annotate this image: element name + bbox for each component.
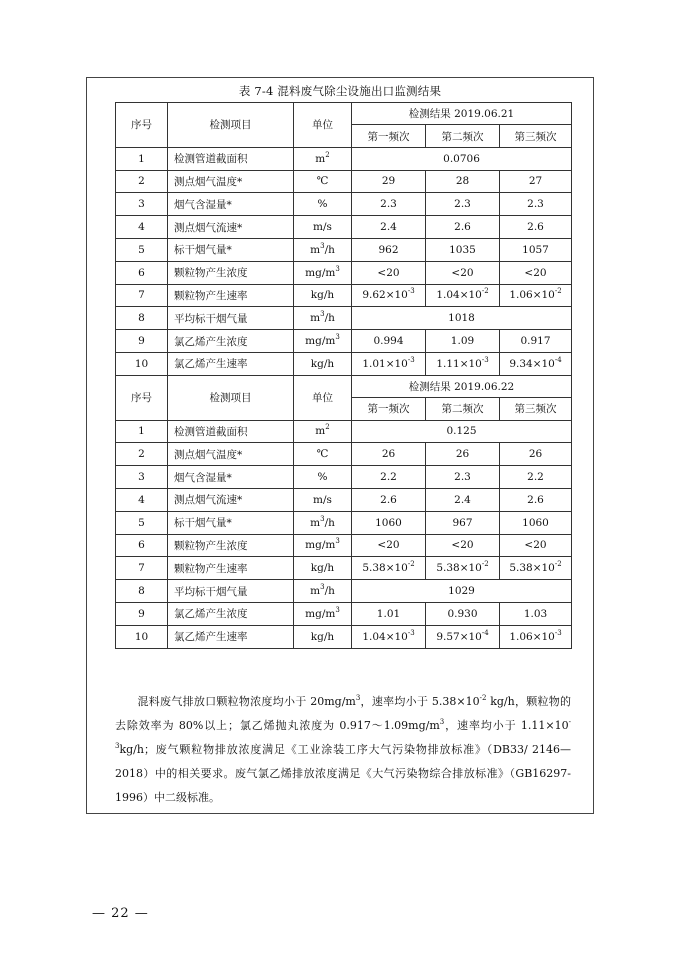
item-name: 标干烟气量* xyxy=(168,511,294,534)
summary-sup: 3 xyxy=(439,718,445,726)
frequency-header-3: 第三频次 xyxy=(500,398,572,420)
merged-value: 1029 xyxy=(352,580,572,603)
value-freq-1-sup: -2 xyxy=(407,560,415,569)
value-freq-2-sup: -2 xyxy=(481,287,489,296)
day1-table-row xyxy=(116,193,572,216)
value-freq-3: 1.03 xyxy=(500,602,572,625)
unit-cell-sup: 3 xyxy=(320,514,325,523)
summary-sup: -3 xyxy=(115,718,571,750)
row-number: 7 xyxy=(116,557,168,580)
row-number: 10 xyxy=(116,352,168,375)
item-name: 检测管道截面积 xyxy=(168,147,294,170)
value-freq-3: 2.6 xyxy=(500,488,572,511)
unit-cell-sup: 3 xyxy=(320,241,325,250)
value-freq-1: 26 xyxy=(352,443,426,466)
day2-table-row xyxy=(116,488,572,511)
day2-table-row xyxy=(116,420,572,443)
row-number: 5 xyxy=(116,238,168,261)
day2-table-row xyxy=(116,511,572,534)
row-number: 8 xyxy=(116,307,168,330)
col-unit-header: 单位 xyxy=(294,375,352,420)
merged-value: 0.0706 xyxy=(352,147,572,170)
day1-result-date-header: 检测结果 2019.06.21 xyxy=(352,103,572,125)
value-freq-3: 27 xyxy=(500,170,572,193)
item-name: 氯乙烯产生速率 xyxy=(168,352,294,375)
value-freq-2: <20 xyxy=(426,261,500,284)
item-name: 颗粒物产生浓度 xyxy=(168,261,294,284)
col-item-header: 检测项目 xyxy=(168,103,294,148)
frequency-header-2: 第二频次 xyxy=(426,398,500,420)
unit-cell-sup: 3 xyxy=(335,333,340,342)
unit-cell-sup: 2 xyxy=(325,150,330,159)
value-freq-3: 2.3 xyxy=(500,193,572,216)
unit-cell: kg/h xyxy=(294,284,352,307)
frequency-header-2: 第二频次 xyxy=(426,125,500,147)
value-freq-1-sup: -3 xyxy=(407,628,415,637)
row-number: 5 xyxy=(116,511,168,534)
value-freq-1: 962 xyxy=(352,238,426,261)
col-no-header: 序号 xyxy=(116,375,168,420)
summary-sup: -2 xyxy=(479,694,487,702)
item-name: 测点烟气流速* xyxy=(168,216,294,239)
value-freq-2: 26 xyxy=(426,443,500,466)
value-freq-3: $1.06\times 10^{-3}$ xyxy=(500,625,572,648)
day2-table-row xyxy=(116,625,572,648)
unit-cell: $mg/m^3$ xyxy=(294,534,352,557)
unit-cell-sup: 3 xyxy=(335,537,340,546)
day1-table-row xyxy=(116,147,572,170)
value-freq-1-sup: -3 xyxy=(407,287,415,296)
value-freq-3: $1.06\times 10^{-2}$ xyxy=(500,284,572,307)
value-freq-3: 2.2 xyxy=(500,466,572,489)
value-freq-1: $9.62\times 10^{-3}$ xyxy=(352,284,426,307)
summary-text: 混料废气排放口颗粒物浓度均小于 $20mg/m^3$，速率均小于 $5.38\times 10^{-2}$ kg/h，颗粒物的去除效率为 80%以上；氯乙烯抛丸浓度为 $0.917\sim 1.09mg/m^3$，速率均小于 $1.11\times 10^{-3}kg/h$；废气颗粒物排放浓度满足《工业涂装工序大气污染物排放标准》（DB33/ 2146—2018）中的相关要求。废气氯乙烯排放浓度满足《大气污染物综合排放标准》（GB16297-1996）中二级标准。 xyxy=(115,694,572,804)
unit-cell: ℃ xyxy=(294,170,352,193)
unit-cell: kg/h xyxy=(294,352,352,375)
item-name: 测点烟气流速* xyxy=(168,488,294,511)
item-name: 检测管道截面积 xyxy=(168,420,294,443)
value-freq-2: $1.11\times 10^{-3}$ xyxy=(426,352,500,375)
item-name: 烟气含湿量* xyxy=(168,466,294,489)
unit-cell-sup: 3 xyxy=(320,310,325,319)
unit-cell: $m^2$ xyxy=(294,420,352,443)
value-freq-2: 2.6 xyxy=(426,216,500,239)
day2-table-row xyxy=(116,534,572,557)
day2-table-row xyxy=(116,602,572,625)
row-number: 1 xyxy=(116,420,168,443)
unit-cell: $m^3/h$ xyxy=(294,511,352,534)
row-number: 6 xyxy=(116,261,168,284)
value-freq-2-sup: -3 xyxy=(481,355,489,364)
value-freq-2: 1035 xyxy=(426,238,500,261)
value-freq-1: 2.2 xyxy=(352,466,426,489)
col-no-header: 序号 xyxy=(116,103,168,148)
row-number: 3 xyxy=(116,466,168,489)
unit-cell: $m^2$ xyxy=(294,147,352,170)
value-freq-3-sup: -3 xyxy=(554,628,562,637)
value-freq-3-sup: -2 xyxy=(554,287,562,296)
merged-value: 0.125 xyxy=(352,420,572,443)
row-number: 9 xyxy=(116,330,168,353)
day1-table-row xyxy=(116,352,572,375)
item-name: 测点烟气温度* xyxy=(168,170,294,193)
value-freq-3-sup: -2 xyxy=(554,560,562,569)
value-freq-3: 1057 xyxy=(500,238,572,261)
value-freq-1: 2.3 xyxy=(352,193,426,216)
table-caption: 表 7-4 混料废气除尘设施出口监测结果 xyxy=(238,84,442,98)
value-freq-2: <20 xyxy=(426,534,500,557)
day1-header-row-1 xyxy=(116,103,572,125)
row-number: 2 xyxy=(116,443,168,466)
unit-cell-sup: 3 xyxy=(335,605,340,614)
value-freq-1: <20 xyxy=(352,534,426,557)
row-number: 7 xyxy=(116,284,168,307)
value-freq-3: 26 xyxy=(500,443,572,466)
value-freq-1: $1.04\times 10^{-3}$ xyxy=(352,625,426,648)
day2-result-date-header: 检测结果 2019.06.22 xyxy=(352,375,572,397)
item-name: 标干烟气量* xyxy=(168,238,294,261)
value-freq-3: 1060 xyxy=(500,511,572,534)
value-freq-2: 1.09 xyxy=(426,330,500,353)
row-number: 3 xyxy=(116,193,168,216)
item-name: 平均标干烟气量 xyxy=(168,580,294,603)
day2-header-row-1 xyxy=(116,375,572,397)
value-freq-2: $1.04\times 10^{-2}$ xyxy=(426,284,500,307)
day1-table-row xyxy=(116,170,572,193)
col-unit-header: 单位 xyxy=(294,103,352,148)
unit-cell: $mg/m^3$ xyxy=(294,261,352,284)
item-name: 颗粒物产生速率 xyxy=(168,557,294,580)
value-freq-3: <20 xyxy=(500,261,572,284)
col-item-header: 检测项目 xyxy=(168,375,294,420)
value-freq-2: 0.930 xyxy=(426,602,500,625)
row-number: 4 xyxy=(116,216,168,239)
day1-table-row xyxy=(116,284,572,307)
day2-table-row xyxy=(116,557,572,580)
unit-cell: $m^3/h$ xyxy=(294,580,352,603)
unit-cell: ℃ xyxy=(294,443,352,466)
row-number: 6 xyxy=(116,534,168,557)
item-name: 颗粒物产生浓度 xyxy=(168,534,294,557)
value-freq-2: 2.4 xyxy=(426,488,500,511)
item-name: 氯乙烯产生速率 xyxy=(168,625,294,648)
unit-cell: $mg/m^3$ xyxy=(294,602,352,625)
content-frame xyxy=(86,77,594,814)
value-freq-1: 0.994 xyxy=(352,330,426,353)
row-number: 1 xyxy=(116,147,168,170)
page-number: — 22 — xyxy=(92,906,149,921)
day2-table-row xyxy=(116,580,572,603)
summary-sup: 3 xyxy=(355,694,361,702)
day1-table-row xyxy=(116,307,572,330)
unit-cell-sup: 3 xyxy=(320,583,325,591)
unit-cell: % xyxy=(294,466,352,489)
unit-cell: $m^3/h$ xyxy=(294,307,352,330)
row-number: 2 xyxy=(116,170,168,193)
monitoring-results-table xyxy=(115,102,572,649)
value-freq-1-sup: -3 xyxy=(407,355,415,364)
value-freq-2-sup: -2 xyxy=(481,560,489,569)
frequency-header-1: 第一频次 xyxy=(352,125,426,147)
item-name: 颗粒物产生速率 xyxy=(168,284,294,307)
value-freq-3: 2.6 xyxy=(500,216,572,239)
day1-table-row xyxy=(116,330,572,353)
unit-cell-sup: 3 xyxy=(335,264,340,273)
value-freq-1: 2.6 xyxy=(352,488,426,511)
value-freq-3: 0.917 xyxy=(500,330,572,353)
unit-cell: kg/h xyxy=(294,625,352,648)
value-freq-1: $5.38\times 10^{-2}$ xyxy=(352,557,426,580)
value-freq-1: 1.01 xyxy=(352,602,426,625)
value-freq-3-sup: -4 xyxy=(554,355,562,364)
item-name: 测点烟气温度* xyxy=(168,443,294,466)
row-number: 4 xyxy=(116,488,168,511)
day2-table-row xyxy=(116,466,572,489)
unit-cell-sup: 2 xyxy=(325,423,330,432)
value-freq-1: <20 xyxy=(352,261,426,284)
item-name: 烟气含湿量* xyxy=(168,193,294,216)
value-freq-2-sup: -4 xyxy=(481,628,489,637)
value-freq-1: 1060 xyxy=(352,511,426,534)
frequency-header-1: 第一频次 xyxy=(352,398,426,420)
day1-table-row xyxy=(116,216,572,239)
value-freq-2: 2.3 xyxy=(426,193,500,216)
value-freq-1: $1.01\times 10^{-3}$ xyxy=(352,352,426,375)
unit-cell: % xyxy=(294,193,352,216)
unit-cell: kg/h xyxy=(294,557,352,580)
row-number: 10 xyxy=(116,625,168,648)
day1-table-row xyxy=(116,238,572,261)
merged-value: 1018 xyxy=(352,307,572,330)
value-freq-3: $9.34\times 10^{-4}$ xyxy=(500,352,572,375)
value-freq-2: 967 xyxy=(426,511,500,534)
row-number: 9 xyxy=(116,602,168,625)
unit-cell: m/s xyxy=(294,488,352,511)
unit-cell: $mg/m^3$ xyxy=(294,330,352,353)
summary-paragraph xyxy=(115,690,571,810)
item-name: 平均标干烟气量 xyxy=(168,307,294,330)
value-freq-2: $9.57\times 10^{-4}$ xyxy=(426,625,500,648)
unit-cell: m/s xyxy=(294,216,352,239)
day2-table-row xyxy=(116,443,572,466)
day1-table-row xyxy=(116,261,572,284)
item-name: 氯乙烯产生浓度 xyxy=(168,330,294,353)
value-freq-3: <20 xyxy=(500,534,572,557)
value-freq-1: 2.4 xyxy=(352,216,426,239)
frequency-header-3: 第三频次 xyxy=(500,125,572,147)
row-number: 8 xyxy=(116,580,168,603)
value-freq-3: $5.38\times 10^{-2}$ xyxy=(500,557,572,580)
value-freq-1: 29 xyxy=(352,170,426,193)
item-name: 氯乙烯产生浓度 xyxy=(168,602,294,625)
value-freq-2: $5.38\times 10^{-2}$ xyxy=(426,557,500,580)
value-freq-2: 28 xyxy=(426,170,500,193)
value-freq-2: 2.3 xyxy=(426,466,500,489)
unit-cell: $m^3/h$ xyxy=(294,238,352,261)
